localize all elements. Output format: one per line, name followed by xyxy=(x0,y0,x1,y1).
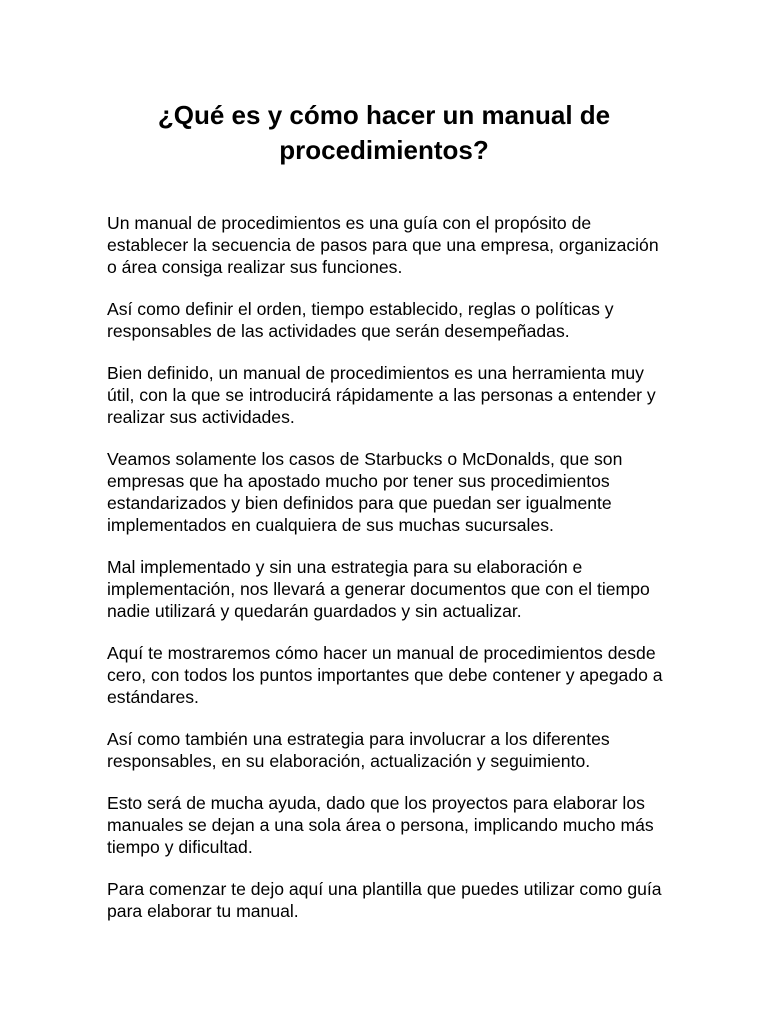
paragraph: Esto será de mucha ayuda, dado que los proyectos para elaborar los manuales se dejan a una sola área o persona, implicando mucho más tiempo y dificultad. xyxy=(107,793,654,857)
paragraph: Para comenzar te dejo aquí una plantilla que puedes utilizar como guía para elaborar tu manual. xyxy=(107,879,662,921)
paragraph: Veamos solamente los casos de Starbucks o McDonalds, que son empresas que ha apostado mucho por tener sus procedimientos estandarizados y bien definidos para que puedan ser igualmente implementados en cualquiera de sus muchas sucursales. xyxy=(107,449,623,535)
paragraph: Mal implementado y sin una estrategia para su elaboración e implementación, nos llevará a generar documentos que con el tiempo nadie utilizará y quedarán guardados y sin actualizar. xyxy=(107,557,650,621)
paragraph: Aquí te mostraremos cómo hacer un manual de procedimientos desde cero, con todos los puntos importantes que debe contener y apegado a estándares. xyxy=(107,643,663,707)
paragraph: Así como también una estrategia para involucrar a los diferentes responsables, en su elaboración, actualización y seguimiento. xyxy=(107,729,610,771)
document-body xyxy=(107,212,667,942)
document-title: ¿Qué es y cómo hacer un manual de procedimientos? xyxy=(157,100,611,165)
paragraph: Un manual de procedimientos es una guía con el propósito de establecer la secuencia de pasos para que una empresa, organización o área consiga realizar sus funciones. xyxy=(107,213,659,277)
paragraph: Bien definido, un manual de procedimientos es una herramienta muy útil, con la que se introducirá rápidamente a las personas a entender y realizar sus actividades. xyxy=(107,363,656,427)
paragraph: Así como definir el orden, tiempo establecido, reglas o políticas y responsables de las actividades que serán desempeñadas. xyxy=(107,299,614,341)
